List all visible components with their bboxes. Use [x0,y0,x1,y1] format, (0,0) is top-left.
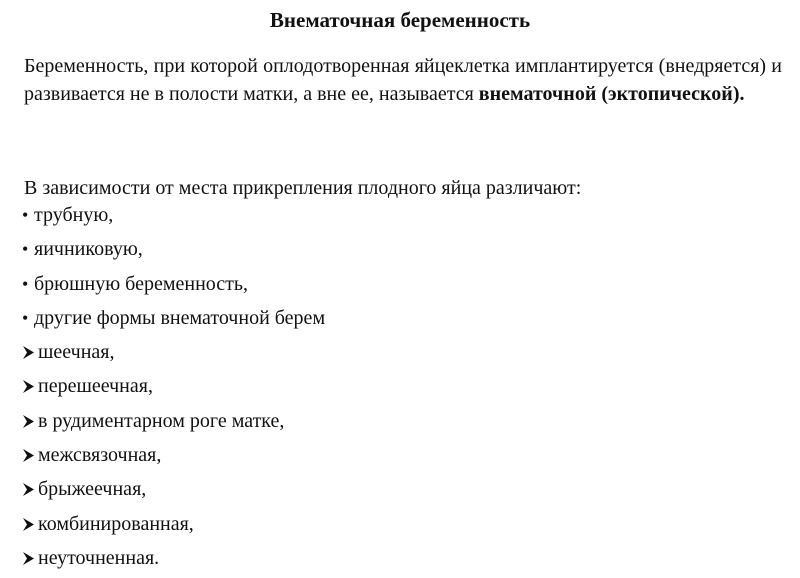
lead-sentence: В зависимости от места прикрепления плодного яйца различают: [24,177,582,199]
arrow-bullet-icon [20,475,38,503]
arrow-bullet-icon [20,372,38,400]
list-item [20,372,325,406]
list-item [20,441,325,475]
bullet-icon: • [22,239,29,260]
list-item [20,407,325,441]
arrow-bullet-icon [20,510,38,538]
list-item-text: межсвязочная, [38,444,162,467]
ectopic-types-list [20,201,325,578]
list-item-text: в рудиментарном роге матке, [38,409,285,432]
bullet-icon: • [22,273,29,294]
list-item-text: другие формы внематочной берем [34,306,326,329]
list-item [20,304,325,338]
list-item [20,510,325,544]
intro-paragraph [24,52,782,108]
arrow-bullet-icon [20,407,38,435]
arrow-bullet-icon [20,544,38,572]
list-item [20,475,325,509]
intro-bold-term: внематочной (эктопической). [478,83,745,105]
list-item-text: трубную, [34,204,114,226]
page-title: Внематочная беременность [269,8,531,32]
list-item-text: неуточненная. [38,546,160,569]
list-item-text: яичниковую, [34,238,143,261]
list-item [20,270,325,304]
list-item [20,235,325,269]
list-item-text: шеечная, [38,341,115,364]
intro-text: Беременность, при которой оплодотворенная яйцеклетка имплантируется (внедряется) и развивается не в полости матки, а вне ее, называется [24,55,782,105]
list-item-text: брыжеечная, [38,478,147,501]
list-item [20,544,325,578]
arrow-bullet-icon [20,441,38,469]
bullet-icon: • [22,307,29,328]
bullet-icon: • [22,205,29,225]
list-item-text: комбинированная, [38,512,194,535]
list-item [20,338,325,372]
list-item-text: перешеечная, [38,375,153,398]
list-item-text: брюшную беременность, [34,272,249,295]
list-item [20,201,325,235]
arrow-bullet-icon [20,338,38,366]
